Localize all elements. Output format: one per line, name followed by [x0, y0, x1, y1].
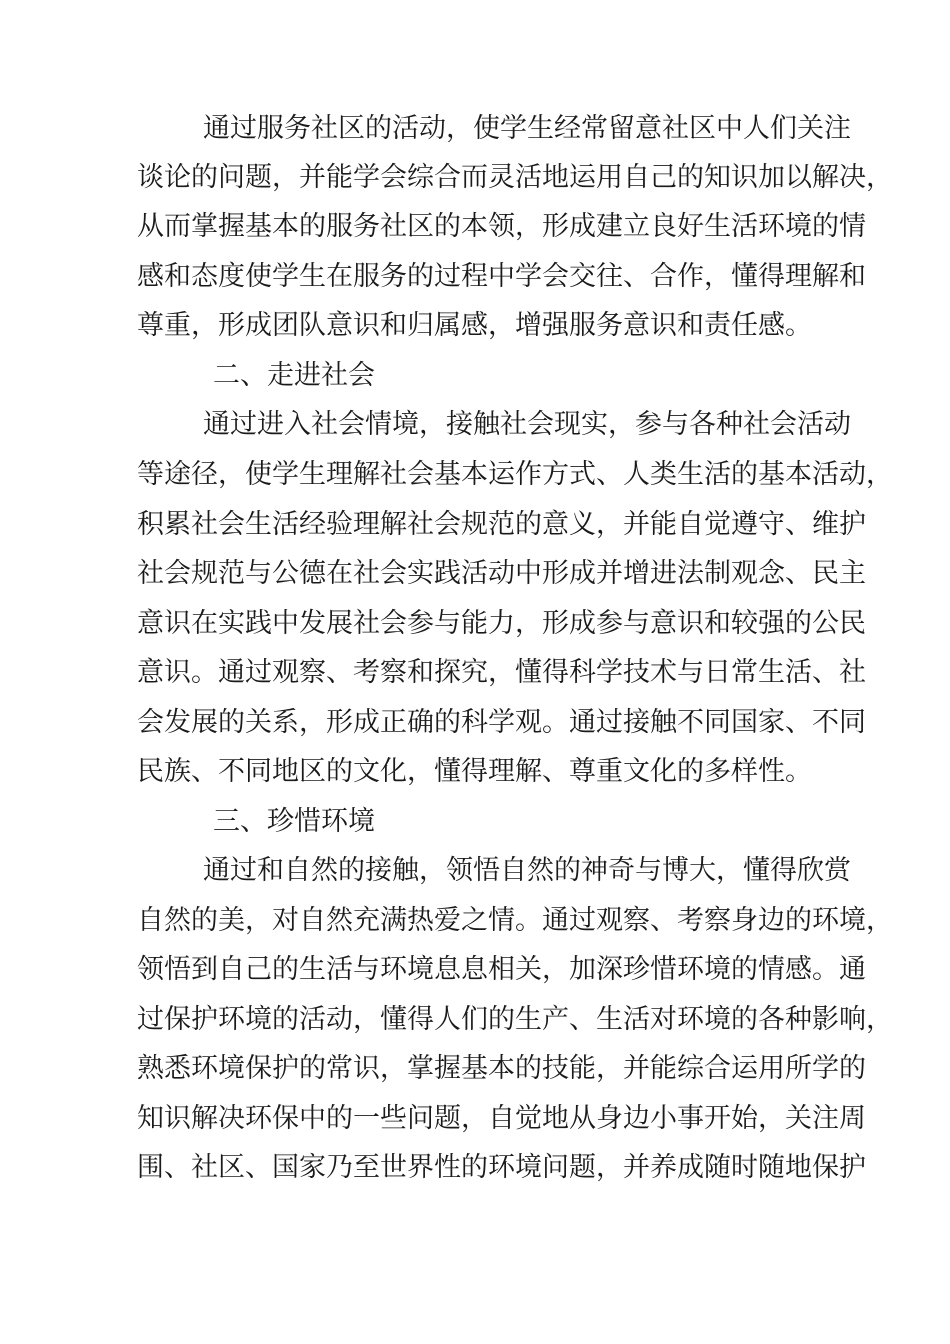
paragraph-2-line-1: 通过进入社会情境，接触社会现实，参与各种社会活动 [203, 409, 851, 440]
paragraph-3-line-7: 围、社区、国家乃至世界性的环境问题，并养成随时随地保护 [137, 1152, 866, 1183]
paragraph-3-line-6: 知识解决环保中的一些问题，自觉地从身边小事开始，关注周 [137, 1103, 866, 1134]
paragraph-3-line-4: 过保护环境的活动，懂得人们的生产、生活对环境的各种影响， [137, 1004, 893, 1035]
section-heading-3: 三、珍惜环境 [213, 806, 375, 837]
paragraph-1-line-4: 感和态度使学生在服务的过程中学会交往、合作，懂得理解和 [137, 261, 866, 292]
paragraph-3-line-5: 熟悉环境保护的常识，掌握基本的技能，并能综合运用所学的 [137, 1053, 866, 1084]
paragraph-3-line-2: 自然的美，对自然充满热爱之情。通过观察、考察身边的环境， [137, 905, 893, 936]
paragraph-2-line-7: 会发展的关系，形成正确的科学观。通过接触不同国家、不同 [137, 707, 866, 738]
paragraph-2-line-8: 民族、不同地区的文化，懂得理解、尊重文化的多样性。 [137, 756, 812, 787]
paragraph-3-line-1: 通过和自然的接触，领悟自然的神奇与博大，懂得欣赏 [203, 855, 851, 886]
paragraph-2-line-4: 社会规范与公德在社会实践活动中形成并增进法制观念、民主 [137, 558, 866, 589]
paragraph-1-line-2: 谈论的问题，并能学会综合而灵活地运用自己的知识加以解决， [137, 162, 893, 193]
paragraph-2-line-6: 意识。通过观察、考察和探究，懂得科学技术与日常生活、社 [137, 657, 866, 688]
paragraph-1-line-3: 从而掌握基本的服务社区的本领，形成建立良好生活环境的情 [137, 211, 866, 242]
paragraph-2-line-5: 意识在实践中发展社会参与能力，形成参与意识和较强的公民 [137, 608, 866, 639]
paragraph-3-line-3: 领悟到自己的生活与环境息息相关，加深珍惜环境的情感。通 [137, 954, 866, 985]
paragraph-1-line-5: 尊重，形成团队意识和归属感，增强服务意识和责任感。 [137, 310, 812, 341]
paragraph-2-line-2: 等途径，使学生理解社会基本运作方式、人类生活的基本活动， [137, 459, 893, 490]
section-heading-2: 二、走进社会 [213, 360, 375, 391]
paragraph-2-line-3: 积累社会生活经验理解社会规范的意义，并能自觉遵守、维护 [137, 509, 866, 540]
paragraph-1-line-1: 通过服务社区的活动，使学生经常留意社区中人们关注 [203, 113, 851, 144]
